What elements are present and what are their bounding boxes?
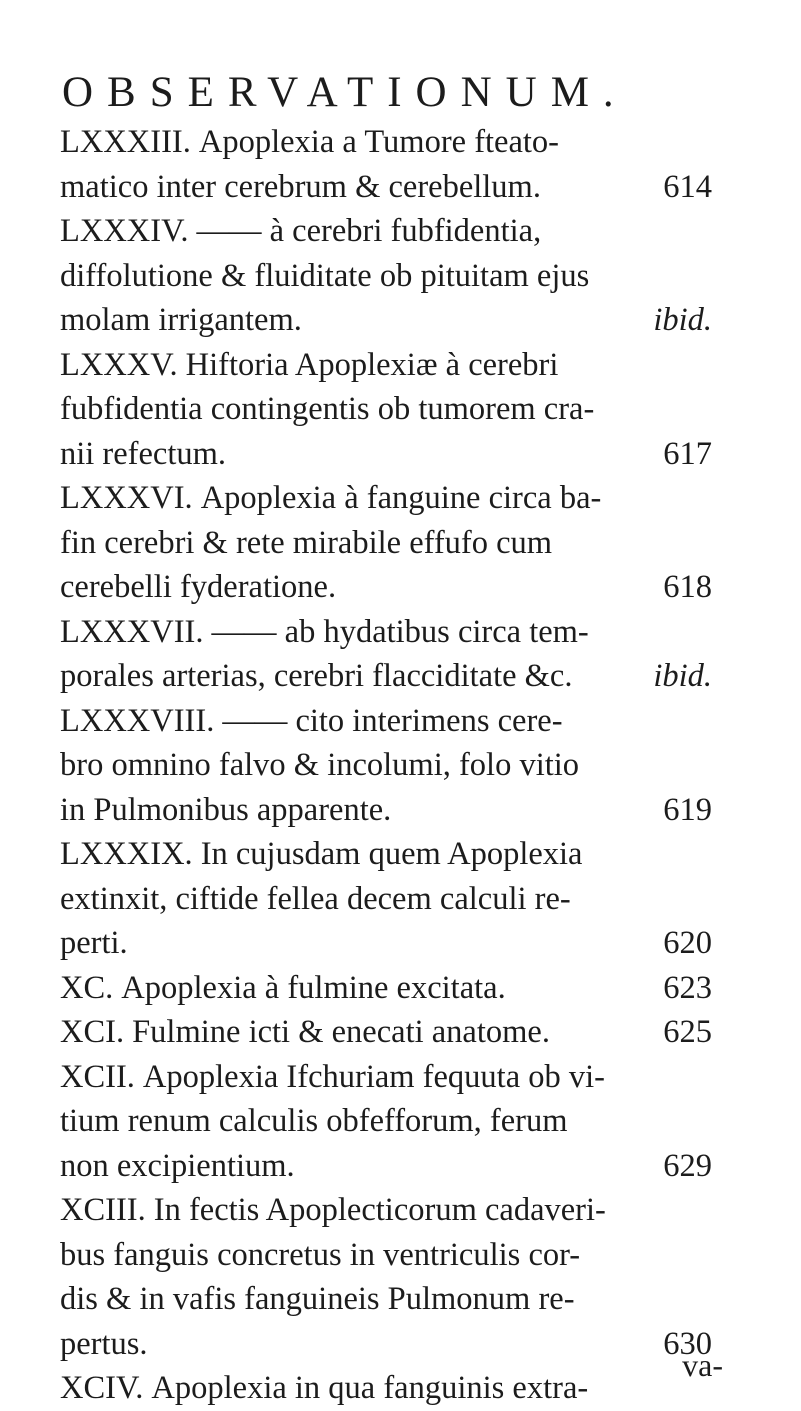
entry-numeral: LXXXV.: [60, 346, 178, 383]
entry-numeral: LXXXVII.: [60, 613, 204, 650]
entry-line: [60, 877, 720, 922]
page-reference: 619: [663, 791, 712, 828]
index-entry: [60, 699, 720, 833]
page-reference: ibid.: [653, 302, 712, 338]
page-reference: 629: [663, 1147, 712, 1184]
page-reference: 614: [663, 168, 712, 205]
entry-text: In cujusdam quem Apoplexia: [200, 836, 583, 872]
entry-numeral: XC.: [60, 969, 114, 1006]
entry-text: —— à cerebri fubfidentia,: [196, 213, 542, 249]
index-entry: [60, 1010, 720, 1055]
entry-text: Hiftoria Apoplexiæ à cerebri: [185, 346, 559, 383]
index-entries: [60, 120, 720, 1411]
entry-text: —— ab hydatibus circa tem-: [211, 613, 589, 650]
entry-line: [60, 921, 720, 966]
entry-line: [60, 1055, 720, 1100]
entry-line: [60, 1144, 720, 1189]
entry-text: Apoplexia à fulmine excitata.: [121, 969, 506, 1006]
entry-text: Apoplexia a Tumore fteato-: [198, 124, 559, 160]
entry-text: Apoplexia à fanguine circa ba-: [200, 480, 602, 516]
entry-text: perti.: [60, 925, 128, 961]
entry-line: [60, 788, 720, 833]
entry-text: matico inter cerebrum & cerebellum.: [60, 168, 541, 205]
entry-line: [60, 832, 720, 877]
entry-numeral: XCIII.: [60, 1192, 146, 1228]
entry-line: [60, 298, 720, 343]
entry-text: dis & in vafis fanguineis Pulmonum re-: [60, 1281, 575, 1317]
entry-text: cerebelli fyderatione.: [60, 569, 337, 605]
entry-text: tium renum calculis obfefforum, ferum: [60, 1103, 568, 1139]
entry-text: diffolutione & fluiditate ob pituitam ejus: [60, 257, 590, 294]
entry-line: [60, 476, 720, 521]
page-reference: ibid.: [653, 658, 712, 694]
entry-line: [60, 165, 720, 210]
entry-text: bro omnino falvo & incolumi, folo vitio: [60, 747, 580, 783]
entry-line: [60, 1322, 720, 1367]
entry-line: [60, 966, 720, 1011]
entry-text: extinxit, ciftide fellea decem calculi re-: [60, 880, 571, 917]
entry-text: porales arterias, cerebri flacciditate &c.: [60, 658, 573, 694]
entry-line: [60, 120, 720, 165]
entry-line: [60, 565, 720, 610]
index-entry: [60, 343, 720, 477]
entry-text: nii refectum.: [60, 435, 227, 472]
index-entry: [60, 476, 720, 610]
page-reference: 623: [663, 969, 712, 1006]
entry-line: [60, 1366, 720, 1411]
catchword: va-: [682, 1347, 723, 1383]
page-reference: 620: [663, 925, 712, 961]
entry-numeral: XCI.: [60, 1014, 125, 1050]
entry-line: [60, 610, 720, 655]
page-reference: 618: [663, 569, 712, 605]
entry-text: fubfidentia contingentis ob tumorem cra-: [60, 391, 595, 427]
entry-line: [60, 699, 720, 744]
entry-text: molam irrigantem.: [60, 302, 302, 338]
entry-line: [60, 254, 720, 299]
entry-text: in Pulmonibus apparente.: [60, 791, 392, 828]
page-reference: 625: [663, 1014, 712, 1050]
entry-numeral: LXXXIX.: [60, 836, 193, 872]
entry-text: non excipientium.: [60, 1147, 295, 1184]
entry-line: [60, 387, 720, 432]
index-entry: [60, 966, 720, 1011]
entry-line: [60, 1233, 720, 1278]
entry-numeral: XCIV.: [60, 1370, 144, 1406]
entry-text: Fulmine icti & enecati anatome.: [132, 1014, 550, 1050]
entry-text: Apoplexia Ifchuriam fequuta ob vi-: [142, 1058, 605, 1095]
page-reference: 617: [663, 435, 712, 472]
entry-text: Apoplexia in qua fanguinis extra-: [151, 1370, 589, 1406]
index-entry: [60, 120, 720, 209]
entry-line: [60, 521, 720, 566]
entry-numeral: LXXXIII.: [60, 124, 191, 160]
entry-numeral: LXXXVI.: [60, 480, 193, 516]
entry-line: [60, 743, 720, 788]
index-entry: [60, 832, 720, 966]
entry-numeral: LXXXIV.: [60, 213, 189, 249]
entry-text: pertus.: [60, 1325, 148, 1362]
page-reference: 630: [663, 1325, 712, 1362]
entry-text: —— cito interimens cere-: [222, 702, 563, 739]
entry-numeral: LXXXVIII.: [60, 702, 215, 739]
entry-line: [60, 654, 720, 699]
entry-numeral: XCII.: [60, 1058, 135, 1095]
entry-line: [60, 209, 720, 254]
entry-line: [60, 1277, 720, 1322]
index-entry: [60, 1366, 720, 1411]
index-entry: [60, 1188, 720, 1366]
running-head: OBSERVATIONUM.: [62, 69, 628, 116]
entry-text: bus fanguis concretus in ventriculis cor-: [60, 1236, 581, 1273]
index-entry: [60, 209, 720, 343]
entry-line: [60, 1099, 720, 1144]
entry-line: [60, 343, 720, 388]
index-entry: [60, 1055, 720, 1189]
entry-line: [60, 432, 720, 477]
entry-text: fin cerebri & rete mirabile effufo cum: [60, 524, 553, 561]
entry-line: [60, 1188, 720, 1233]
index-entry: [60, 610, 720, 699]
entry-text: In fectis Apoplecticorum cadaveri-: [153, 1192, 606, 1228]
entry-line: [60, 1010, 720, 1055]
